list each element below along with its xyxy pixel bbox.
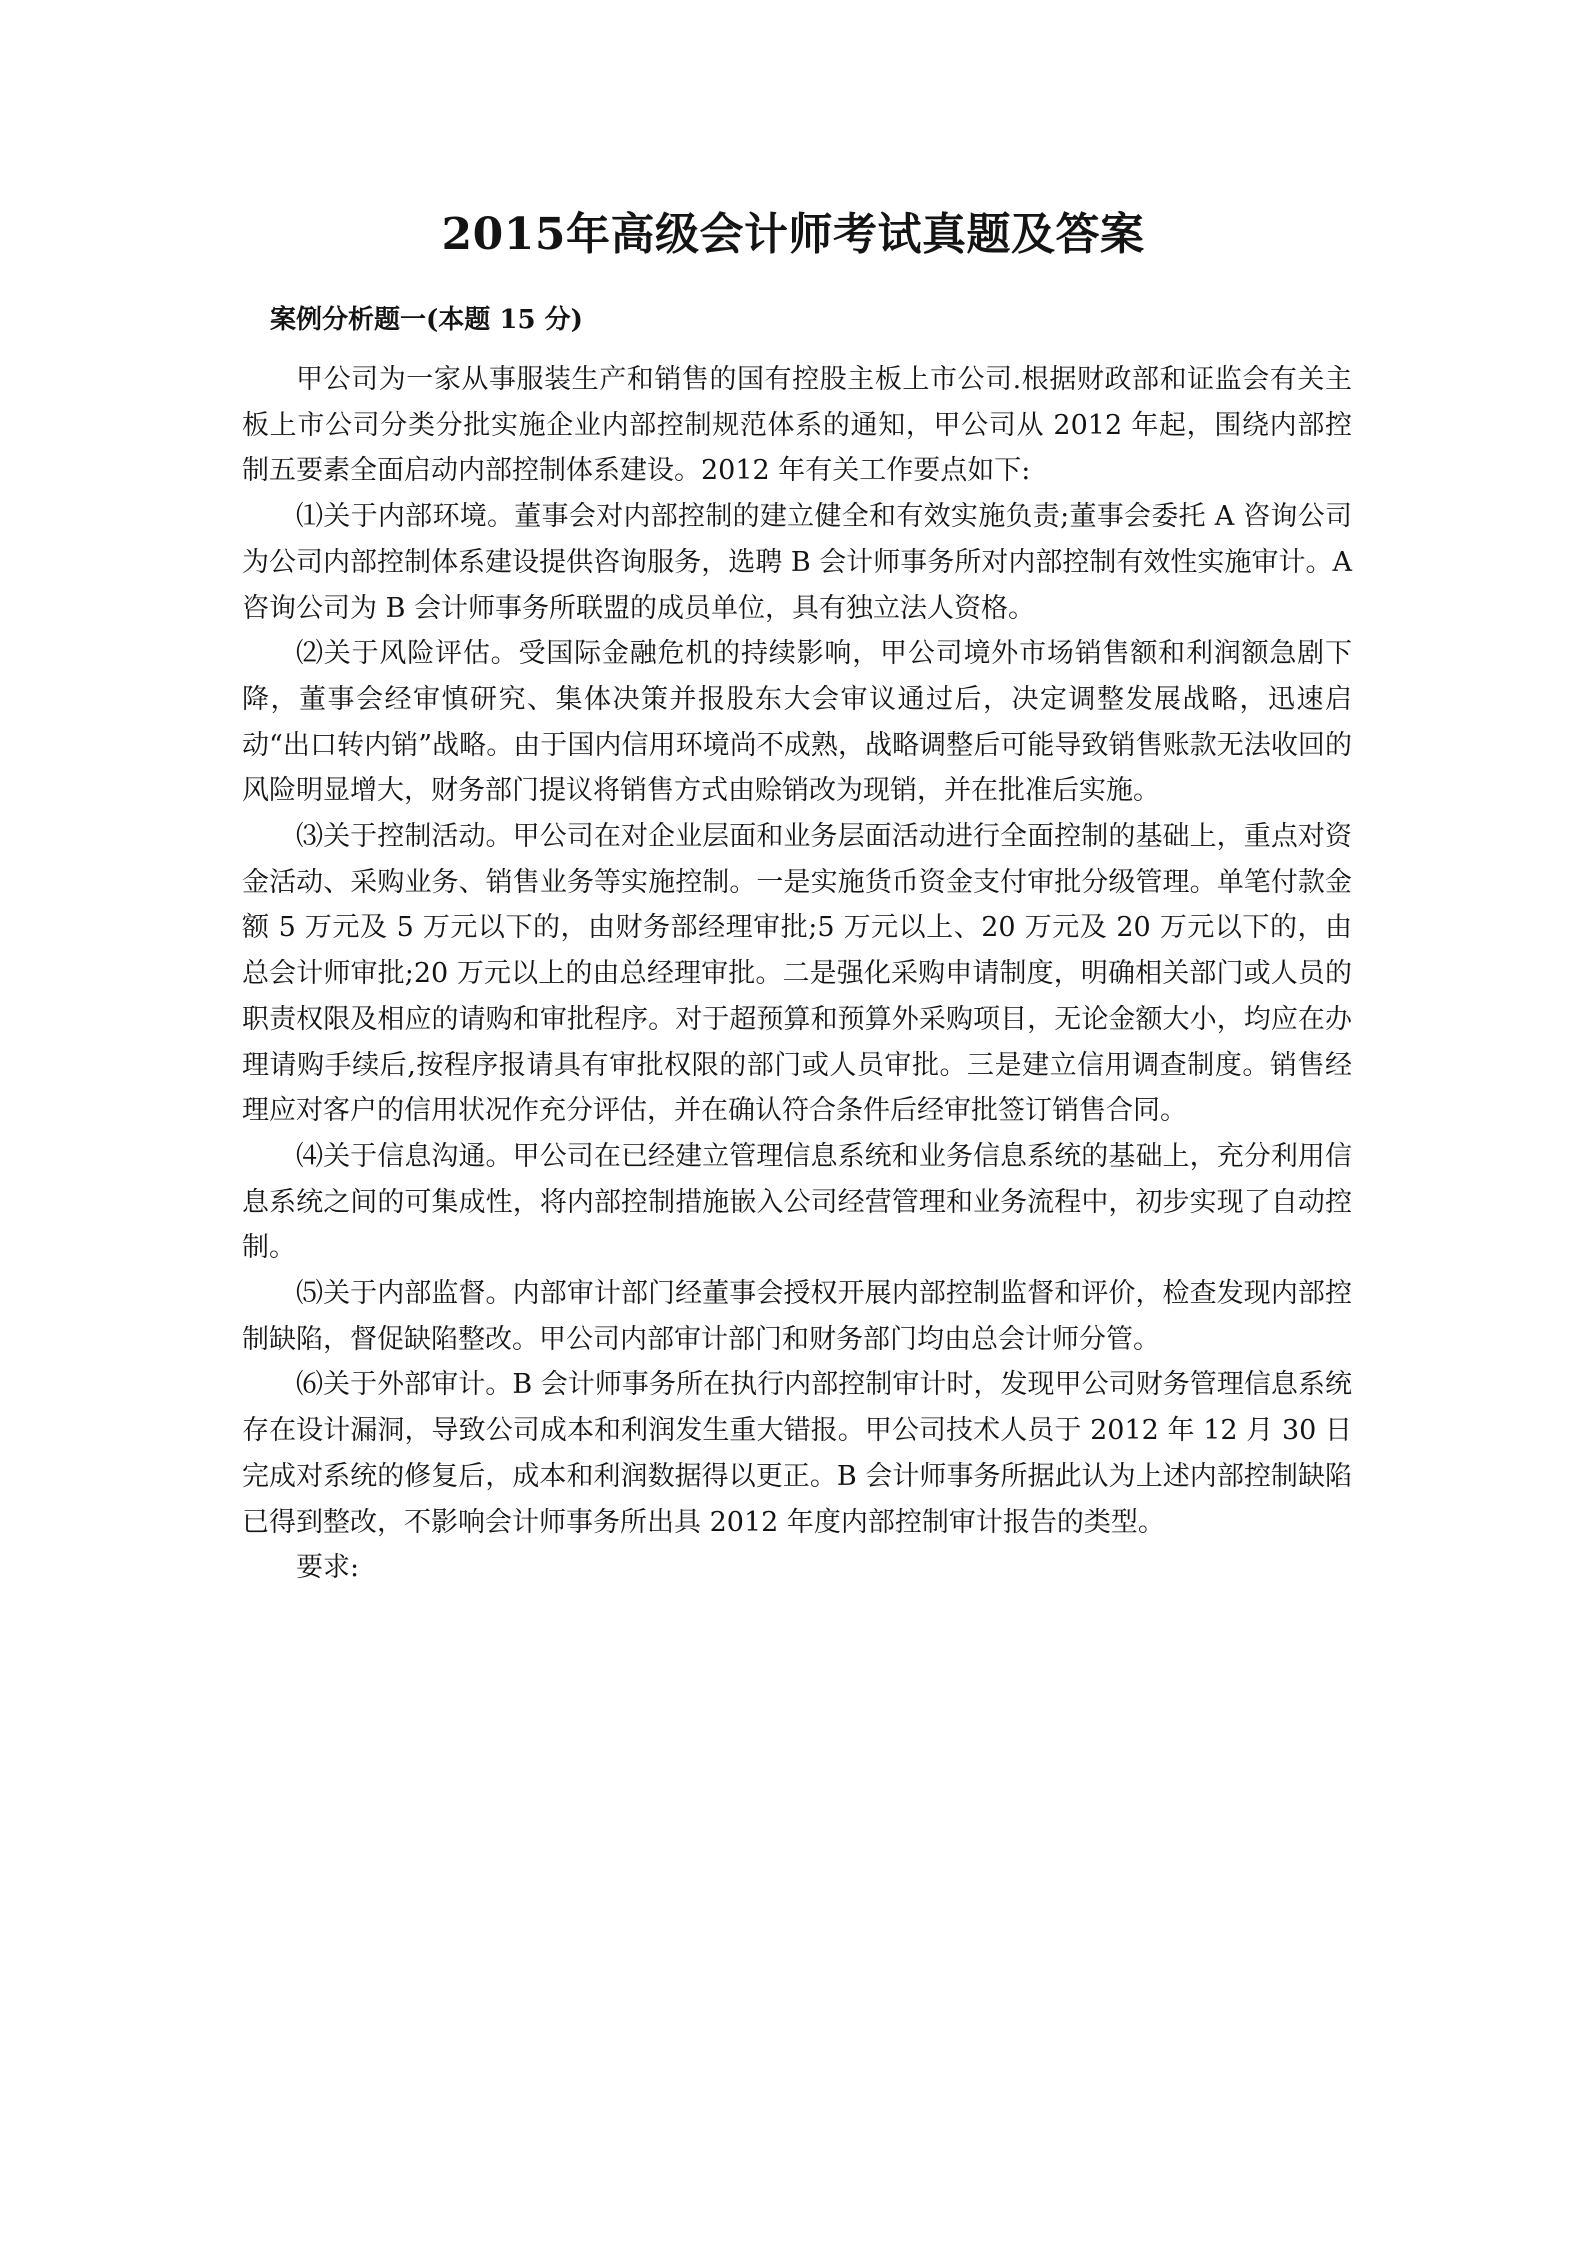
paragraph-intro: 甲公司为一家从事服装生产和销售的国有控股主板上市公司.根据财政部和证监会有关主板上市公司分类分批实施企业内部控制规范体系的通知，甲公司从 2012 年起，围绕内部控制五要素全面启动内部控制体系建设。2012 年有关工作要点如下: xyxy=(242,364,1352,487)
paragraph-risk-assessment: ⑵关于风险评估。受国际金融危机的持续影响，甲公司境外市场销售额和利润额急剧下降，董事会经审慎研究、集体决策并报股东大会审议通过后，决定调整发展战略，迅速启动“出口转内销”战略。由于国内信用环境尚不成熟，战略调整后可能导致销售账款无法收回的风险明显增大，财务部门提议将销售方式由赊销改为现销，并在批准后实施。 xyxy=(242,638,1352,807)
section-heading: 案例分析题一(本题 15 分) xyxy=(270,305,583,335)
paragraph-internal-supervision: ⑸关于内部监督。内部审计部门经董事会授权开展内部控制监督和评价，检查发现内部控制缺陷，督促缺陷整改。甲公司内部审计部门和财务部门均由总会计师分管。 xyxy=(242,1278,1352,1355)
document-body xyxy=(242,357,1352,1591)
paragraph-external-audit: ⑹关于外部审计。B 会计师事务所在执行内部控制审计时，发现甲公司财务管理信息系统存在设计漏洞，导致公司成本和利润发生重大错报。甲公司技术人员于 2012 年 12 月 30 日完成对系统的修复后，成本和利润数据得以更正。B 会计师事务所据此认为上述内部控制缺陷已得到整改，不影响会计师事务所出具 2012 年度内部控制审计报告的类型。 xyxy=(242,1369,1352,1538)
document-title: 2015年高级会计师考试真题及答案 xyxy=(441,209,1145,260)
paragraph-information-communication: ⑷关于信息沟通。甲公司在已经建立管理信息系统和业务信息系统的基础上，充分利用信息系统之间的可集成性，将内部控制措施嵌入公司经营管理和业务流程中，初步实现了自动控制。 xyxy=(242,1140,1352,1264)
paragraph-control-activities: ⑶关于控制活动。甲公司在对企业层面和业务层面活动进行全面控制的基础上，重点对资金活动、采购业务、销售业务等实施控制。一是实施货币资金支付审批分级管理。单笔付款金额 5 万元及 5 万元以下的，由财务部经理审批;5 万元以上、20 万元及 20 万元以下的，由总会计师审批;20 万元以上的由总经理审批。二是强化采购申请制度，明确相关部门或人员的职责权限及相应的请购和审批程序。对于超预算和预算外采购项目，无论金额大小，均应在办理请购手续后,按程序报请具有审批权限的部门或人员审批。三是建立信用调查制度。销售经理应对客户的信用状况作充分评估，并在确认符合条件后经审批签订销售合同。 xyxy=(242,821,1352,1127)
paragraph-internal-environment: ⑴关于内部环境。董事会对内部控制的建立健全和有效实施负责;董事会委托 A 咨询公司为公司内部控制体系建设提供咨询服务，选聘 B 会计师事务所对内部控制有效性实施审计。A 咨询公司为 B 会计师事务所联盟的成员单位，具有独立法人资格。 xyxy=(242,501,1352,624)
paragraph-requirements: 要求: xyxy=(296,1552,360,1584)
